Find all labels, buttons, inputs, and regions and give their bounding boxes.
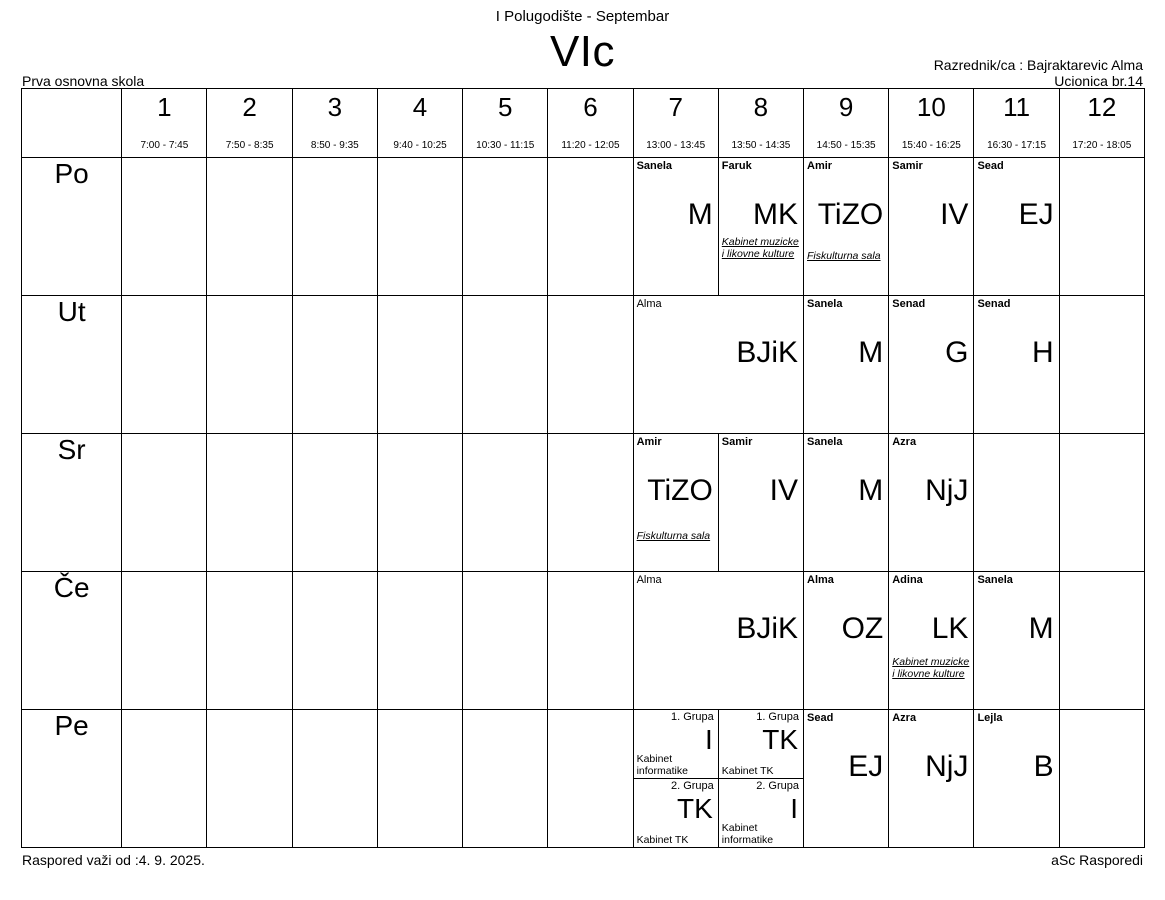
- cell-pe-12[interactable]: [1059, 710, 1144, 848]
- lesson-subject: TiZO: [647, 474, 713, 507]
- table-row-monday: [22, 158, 1145, 296]
- cell-po-8[interactable]: [718, 158, 803, 296]
- table-row-friday: [22, 710, 1145, 848]
- lesson-subject: TK: [677, 793, 713, 824]
- period-header-7: [633, 89, 718, 158]
- cell-ce-11[interactable]: [974, 572, 1059, 710]
- period-header-2: [207, 89, 292, 158]
- lesson-subject: I: [790, 793, 799, 824]
- lesson-teacher: Alma: [636, 574, 662, 586]
- lesson-room: Kabinet TK: [721, 765, 774, 777]
- period-number: 2: [242, 92, 257, 122]
- cell-po-9[interactable]: [804, 158, 889, 296]
- lesson-subject: NjJ: [925, 474, 969, 507]
- lesson-subject: NjJ: [925, 750, 969, 783]
- lesson-room: Fiskulturna sala: [807, 250, 881, 262]
- lesson-teacher: Adina: [892, 574, 923, 586]
- cell-po-1[interactable]: [122, 158, 207, 296]
- semester-title: I Polugodište - Septembar: [495, 8, 670, 25]
- cell-po-7[interactable]: [633, 158, 718, 296]
- class-title: VIc: [549, 27, 616, 76]
- period-time: 14:50 - 15:35: [816, 140, 876, 151]
- cell-sr-8[interactable]: [718, 434, 803, 572]
- cell-po-11[interactable]: [974, 158, 1059, 296]
- cell-sr-6[interactable]: [548, 434, 633, 572]
- cell-po-2[interactable]: [207, 158, 292, 296]
- cell-pe-7[interactable]: [633, 710, 718, 848]
- period-time: 13:50 - 14:35: [731, 140, 791, 151]
- period-time: 11:20 - 12:05: [561, 140, 620, 151]
- period-time: 9:40 - 10:25: [393, 140, 447, 151]
- lesson-room: Kabinet TK: [636, 834, 689, 846]
- lesson-subject: IV: [940, 198, 969, 231]
- lesson-teacher: Azra: [892, 712, 917, 724]
- lesson-teacher: Faruk: [721, 160, 752, 172]
- lesson-teacher: Senad: [977, 298, 1011, 310]
- day-label-sr: Sr: [22, 434, 122, 572]
- group-slot-1[interactable]: [634, 710, 718, 779]
- lesson-room: Kabinet informatike: [721, 822, 774, 846]
- period-time: 7:00 - 7:45: [140, 140, 189, 151]
- cell-ce-12[interactable]: [1059, 572, 1144, 710]
- lesson-room: Kabinet informatike: [636, 753, 688, 777]
- period-header-11: [974, 89, 1059, 158]
- period-number: 5: [498, 92, 513, 122]
- lesson-subject: M: [858, 336, 884, 369]
- lesson-subject: TiZO: [817, 198, 884, 231]
- cell-po-5[interactable]: [463, 158, 548, 296]
- cell-pe-9[interactable]: [804, 710, 889, 848]
- cell-po-4[interactable]: [377, 158, 462, 296]
- school-name: Prva osnovna skola: [22, 73, 145, 89]
- cell-ce-2[interactable]: [207, 572, 292, 710]
- cell-ut-11[interactable]: [974, 296, 1059, 434]
- period-number: 8: [753, 92, 769, 122]
- cell-ut-4[interactable]: [377, 296, 462, 434]
- lesson-room: Kabinet muzicke i likovne kulture: [721, 236, 799, 260]
- lesson-subject: OZ: [841, 612, 884, 645]
- cell-pe-3[interactable]: [292, 710, 377, 848]
- table-header-row: [22, 89, 1145, 158]
- cell-ce-7[interactable]: [633, 572, 803, 710]
- group-label: 1. Grupa: [670, 711, 714, 723]
- period-time: 13:00 - 13:45: [646, 140, 706, 151]
- lesson-teacher: Sanela: [807, 436, 843, 448]
- group-label: 2. Grupa: [756, 780, 800, 792]
- cell-sr-2[interactable]: [207, 434, 292, 572]
- cell-pe-5[interactable]: [463, 710, 548, 848]
- lesson-teacher: Amir: [807, 160, 833, 172]
- period-time: 7:50 - 8:35: [225, 140, 274, 151]
- period-number: 7: [668, 92, 683, 122]
- cell-ce-3[interactable]: [292, 572, 377, 710]
- timetable: [21, 88, 1145, 848]
- lesson-teacher: Alma: [636, 298, 662, 310]
- day-label-pe: Pe: [22, 710, 122, 848]
- cell-pe-6[interactable]: [548, 710, 633, 848]
- cell-ut-9[interactable]: [804, 296, 889, 434]
- day-label-po: Po: [22, 158, 122, 296]
- cell-pe-2[interactable]: [207, 710, 292, 848]
- period-number: 1: [157, 92, 172, 122]
- period-number: 12: [1087, 92, 1117, 122]
- cell-ce-1[interactable]: [122, 572, 207, 710]
- period-time: 8:50 - 9:35: [310, 140, 359, 151]
- table-row-thursday: [22, 572, 1145, 710]
- lesson-subject: TK: [762, 724, 799, 755]
- lesson-subject: BJiK: [736, 336, 799, 369]
- cell-sr-9[interactable]: [804, 434, 889, 572]
- cell-sr-1[interactable]: [122, 434, 207, 572]
- lesson-teacher: Amir: [636, 436, 662, 448]
- software-credit: aSc Rasporedi: [1051, 852, 1143, 868]
- period-header-12: [1059, 89, 1144, 158]
- cell-sr-4[interactable]: [377, 434, 462, 572]
- group-label: 1. Grupa: [756, 711, 800, 723]
- lesson-teacher: Alma: [807, 574, 834, 586]
- cell-sr-10[interactable]: [889, 434, 974, 572]
- cell-ut-2[interactable]: [207, 296, 292, 434]
- period-number: 10: [916, 92, 946, 122]
- day-label-ut: Ut: [22, 296, 122, 434]
- lesson-teacher: Sead: [807, 712, 834, 724]
- lesson-teacher: Samir: [721, 436, 753, 448]
- cell-sr-12[interactable]: [1059, 434, 1144, 572]
- cell-ce-10[interactable]: [889, 572, 974, 710]
- lesson-subject: M: [687, 198, 713, 231]
- cell-pe-11[interactable]: [974, 710, 1059, 848]
- table-row-tuesday: [22, 296, 1145, 434]
- cell-ut-3[interactable]: [292, 296, 377, 434]
- classroom-number: Ucionica br.14: [1054, 73, 1143, 89]
- lesson-subject: IV: [769, 474, 799, 507]
- lesson-teacher: Sanela: [977, 574, 1013, 586]
- period-time: 10:30 - 11:15: [476, 140, 535, 151]
- cell-pe-4[interactable]: [377, 710, 462, 848]
- cell-ce-6[interactable]: [548, 572, 633, 710]
- lesson-teacher: Azra: [892, 436, 917, 448]
- period-number: 3: [327, 92, 343, 122]
- corner-cell: [22, 89, 122, 158]
- lesson-room: Kabinet muzicke i likovne kulture: [892, 656, 970, 680]
- lesson-teacher: Senad: [892, 298, 926, 310]
- cell-ut-12[interactable]: [1059, 296, 1144, 434]
- period-header-9: [804, 89, 889, 158]
- valid-from-text: Raspored važi od :4. 9. 2025.: [22, 852, 205, 868]
- cell-sr-7[interactable]: [633, 434, 718, 572]
- cell-sr-3[interactable]: [292, 434, 377, 572]
- group-slot-2[interactable]: [634, 779, 718, 847]
- period-header-6: [548, 89, 633, 158]
- cell-po-6[interactable]: [548, 158, 633, 296]
- lesson-subject: EJ: [848, 750, 884, 783]
- lesson-subject: I: [705, 724, 713, 755]
- lesson-subject: H: [1032, 336, 1054, 369]
- group-label: 2. Grupa: [670, 780, 714, 792]
- period-header-10: [889, 89, 974, 158]
- period-time: 15:40 - 16:25: [901, 140, 961, 151]
- group-slot-2[interactable]: [719, 779, 803, 847]
- cell-ce-5[interactable]: [463, 572, 548, 710]
- period-number: 9: [838, 92, 854, 122]
- period-number: 6: [583, 92, 598, 122]
- lesson-subject: LK: [931, 612, 969, 645]
- cell-sr-11[interactable]: [974, 434, 1059, 572]
- table-row-wednesday: [22, 434, 1145, 572]
- cell-sr-5[interactable]: [463, 434, 548, 572]
- cell-pe-10[interactable]: [889, 710, 974, 848]
- lesson-subject: M: [1028, 612, 1054, 645]
- cell-pe-8[interactable]: [718, 710, 803, 848]
- cell-ut-7[interactable]: [633, 296, 803, 434]
- cell-ut-1[interactable]: [122, 296, 207, 434]
- cell-ut-6[interactable]: [548, 296, 633, 434]
- cell-po-10[interactable]: [889, 158, 974, 296]
- lesson-teacher: Sanela: [807, 298, 843, 310]
- period-header-4: [377, 89, 462, 158]
- cell-po-12[interactable]: [1059, 158, 1144, 296]
- homeroom-teacher: Razrednik/ca : Bajraktarevic Alma: [933, 57, 1143, 73]
- period-number: 4: [412, 92, 428, 122]
- day-label-ce: Če: [22, 572, 122, 710]
- lesson-subject: EJ: [1018, 198, 1054, 231]
- lesson-subject: G: [945, 336, 969, 369]
- period-number: 11: [1003, 92, 1031, 122]
- cell-ut-10[interactable]: [889, 296, 974, 434]
- lesson-teacher: Sanela: [636, 160, 673, 172]
- lesson-room: Fiskulturna sala: [636, 530, 711, 542]
- cell-ut-5[interactable]: [463, 296, 548, 434]
- period-header-3: [292, 89, 377, 158]
- lesson-teacher: Sead: [977, 160, 1004, 172]
- cell-po-3[interactable]: [292, 158, 377, 296]
- period-header-8: [718, 89, 803, 158]
- lesson-subject: MK: [753, 198, 799, 231]
- lesson-teacher: Samir: [892, 160, 923, 172]
- period-time: 16:30 - 17:15: [987, 140, 1047, 151]
- lesson-subject: B: [1033, 750, 1054, 783]
- period-time: 17:20 - 18:05: [1072, 140, 1132, 151]
- cell-ce-4[interactable]: [377, 572, 462, 710]
- group-slot-1[interactable]: [719, 710, 803, 779]
- cell-ce-9[interactable]: [804, 572, 889, 710]
- period-header-1: [122, 89, 207, 158]
- period-header-5: [463, 89, 548, 158]
- lesson-teacher: Lejla: [977, 712, 1003, 724]
- cell-pe-1[interactable]: [122, 710, 207, 848]
- lesson-subject: M: [858, 474, 884, 507]
- lesson-subject: BJiK: [736, 612, 799, 645]
